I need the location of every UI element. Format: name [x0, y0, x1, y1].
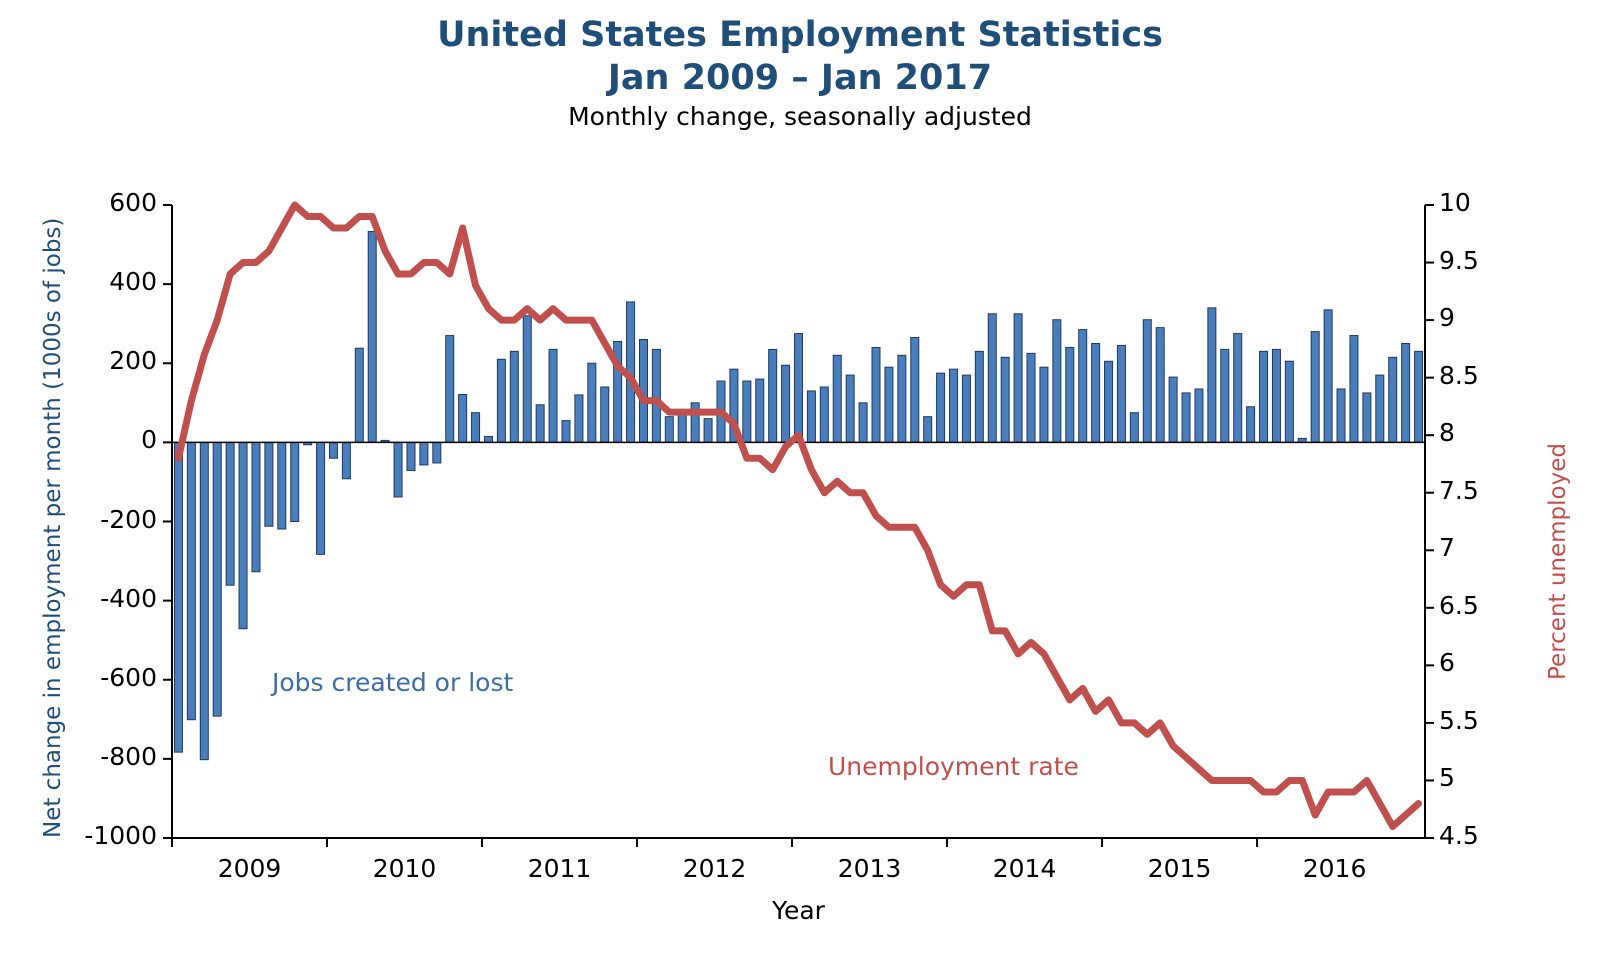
bar: [368, 232, 376, 443]
bar: [317, 442, 325, 554]
y2-tick-label: 10: [1439, 188, 1471, 217]
bar: [1247, 407, 1255, 443]
bar: [911, 338, 919, 443]
bar: [1195, 389, 1203, 442]
bar: [769, 349, 777, 442]
bar: [549, 349, 557, 442]
bar: [665, 417, 673, 443]
bar: [588, 363, 596, 442]
bar: [795, 334, 803, 443]
chart-subtitle: Jan 2009 – Jan 2017: [607, 57, 993, 98]
axis-lines: [172, 205, 1425, 838]
y2-tick-label: 5.5: [1439, 705, 1479, 735]
bar: [937, 373, 945, 442]
bar: [924, 417, 932, 443]
bar: [743, 381, 751, 442]
bar: [213, 442, 221, 716]
page-title: United States Employment Statistics: [437, 15, 1163, 55]
bar: [1260, 351, 1268, 442]
bar: [1130, 413, 1138, 443]
chart-title-block: [0, 14, 1600, 134]
bar: [355, 348, 363, 442]
bar: [252, 442, 260, 571]
bar: [1350, 336, 1358, 443]
bars-series-annotation: Jobs created or lost: [272, 668, 514, 697]
y2-tick-label: 5: [1439, 763, 1455, 793]
bar: [1389, 357, 1397, 442]
bar: [1376, 375, 1384, 442]
bar: [1415, 351, 1423, 442]
bar: [1402, 343, 1410, 442]
bar: [1156, 328, 1164, 443]
y2-tick-label: 9: [1439, 303, 1455, 333]
bar: [1311, 332, 1319, 443]
y2-tick-label: 6: [1439, 648, 1455, 678]
bar: [1221, 349, 1229, 442]
bar: [1234, 334, 1242, 443]
bar: [1143, 320, 1151, 443]
y-tick-label: -400: [100, 583, 157, 613]
y2-tick-label: 8: [1439, 418, 1455, 448]
y2-tick-label: 7.5: [1439, 475, 1479, 505]
y2-tick-label: 6.5: [1439, 590, 1479, 620]
bar: [975, 351, 983, 442]
y2-tick-label: 8.5: [1439, 360, 1479, 390]
unemployment-rate-line: [178, 205, 1418, 826]
bar: [459, 395, 467, 443]
bar: [433, 442, 441, 463]
bar: [950, 369, 958, 442]
bar: [1182, 393, 1190, 442]
x-tick-label: 2009: [217, 854, 282, 883]
bar: [898, 355, 906, 442]
bar: [885, 367, 893, 442]
bar: [1040, 367, 1048, 442]
bar: [472, 413, 480, 443]
x-tick-label: 2014: [992, 854, 1057, 883]
bar: [859, 403, 867, 443]
bar: [846, 375, 854, 442]
bar: [200, 442, 208, 759]
bar: [1117, 345, 1125, 442]
y-tick-label: 400: [109, 267, 157, 297]
y-tick-label: 200: [109, 346, 157, 376]
bar: [1027, 353, 1035, 442]
bar: [782, 365, 790, 442]
bar: [820, 387, 828, 442]
y-tick-label: -600: [100, 662, 157, 692]
bar: [278, 442, 286, 529]
y2-tick-label: 7: [1439, 533, 1455, 563]
y-tick-label: 0: [141, 425, 157, 455]
bar: [523, 316, 531, 443]
x-tick-label: 2010: [372, 854, 437, 883]
bar: [704, 419, 712, 443]
x-tick-label: 2012: [682, 854, 747, 883]
bar: [226, 442, 234, 585]
bar: [1001, 357, 1009, 442]
bar: [872, 347, 880, 442]
bar: [1285, 361, 1293, 442]
bar: [536, 405, 544, 443]
bar: [407, 442, 415, 470]
bar: [1324, 310, 1332, 443]
chart-note: Monthly change, seasonally adjusted: [568, 102, 1032, 132]
x-axis-label: Year: [772, 896, 825, 925]
bar: [1014, 314, 1022, 443]
bar: [562, 421, 570, 443]
bar: [174, 442, 182, 752]
y-tick-label: -1000: [84, 821, 157, 850]
y2-tick-label: 9.5: [1439, 245, 1479, 275]
bar: [1272, 349, 1280, 442]
bar: [652, 349, 660, 442]
bar: [575, 395, 583, 442]
x-tick-label: 2015: [1147, 854, 1212, 883]
bar: [807, 391, 815, 442]
bar: [329, 442, 337, 458]
secondary-y-axis-label: Percent unemployed: [1545, 443, 1571, 680]
bar: [342, 442, 350, 478]
bar: [678, 415, 686, 443]
bar: [446, 336, 454, 443]
bar: [239, 442, 247, 628]
bar: [420, 442, 428, 465]
bar: [394, 442, 402, 497]
bar: [1053, 320, 1061, 443]
bar: [962, 375, 970, 442]
line-series-annotation: Unemployment rate: [828, 752, 1079, 781]
bar: [1066, 347, 1074, 442]
y-tick-label: -800: [100, 741, 157, 771]
y-tick-label: -200: [100, 504, 157, 534]
bar: [484, 436, 492, 442]
bar: [601, 387, 609, 442]
bar: [187, 442, 195, 719]
x-tick-label: 2011: [527, 854, 592, 883]
bar: [1337, 389, 1345, 442]
bar: [291, 442, 299, 521]
y-axis-label: Net change in employment per month (1000s of jobs): [40, 217, 66, 838]
bar: [1105, 361, 1113, 442]
x-tick-label: 2013: [837, 854, 902, 883]
bar: [1363, 393, 1371, 442]
bar: [1169, 377, 1177, 442]
x-tick-label: 2016: [1302, 854, 1367, 883]
bar: [510, 351, 518, 442]
bar: [265, 442, 273, 526]
bar: [1079, 330, 1087, 443]
bar: [497, 359, 505, 442]
bar: [1208, 308, 1216, 443]
axis-ticks: [163, 205, 1434, 847]
y-tick-label: 600: [109, 188, 157, 217]
bar: [1092, 343, 1100, 442]
bar: [833, 355, 841, 442]
bar: [988, 314, 996, 443]
y2-tick-label: 4.5: [1439, 821, 1479, 850]
bar: [756, 379, 764, 442]
